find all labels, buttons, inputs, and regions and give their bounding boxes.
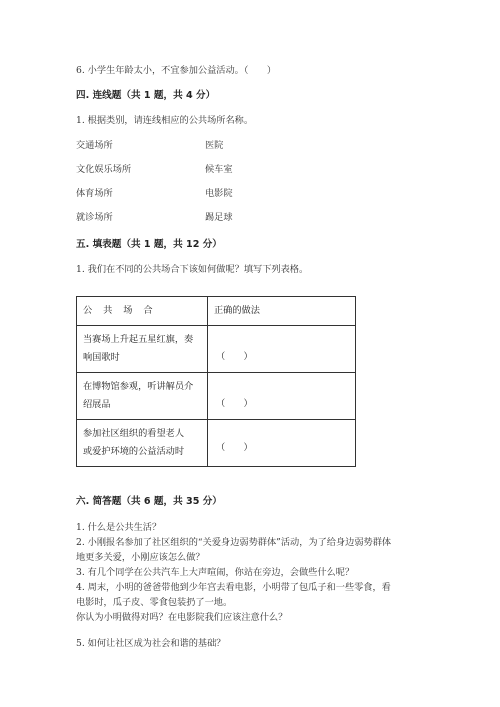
match-right-item: 电影院 <box>205 188 233 199</box>
short-answer-line: 电影时，瓜子皮、零食包装扔了一地。 <box>76 597 233 608</box>
section-4-title: 四. 连线题（共 1 题，共 4 分） <box>76 90 216 101</box>
fill-table <box>76 296 356 467</box>
table-place-cell <box>77 373 208 420</box>
short-answer-line: 1. 什么是公共生活？ <box>76 522 162 533</box>
place-text-line: 参加社区组织的看望老人 <box>83 428 185 439</box>
table-answer-cell: （ ） <box>208 373 356 420</box>
match-left-item: 交通场所 <box>76 140 113 151</box>
table-answer-cell: （ ） <box>208 326 356 373</box>
short-answer-line: 地更多关爱，小刚应该怎么做？ <box>76 552 205 563</box>
match-right-item: 候车室 <box>205 164 233 175</box>
table-row <box>77 420 356 467</box>
match-right-item: 医院 <box>205 140 224 151</box>
match-left-item: 文化娱乐场所 <box>76 164 132 175</box>
match-left-item: 就诊场所 <box>76 212 113 223</box>
place-text-line: 当赛场上升起五星红旗，奏 <box>83 334 194 345</box>
place-text-line: 或爱护环境的公益活动时 <box>83 446 185 457</box>
q4-followup: 你认为小明做得对吗？在电影院我们应该注意什么？ <box>76 612 288 623</box>
short-answer-line: 4. 周末，小明的爸爸带他到少年宫去看电影，小明带了包瓜子和一些零食，看 <box>76 582 391 593</box>
match-left-item: 体育场所 <box>76 188 113 199</box>
place-text-line: 绍展品 <box>83 399 111 410</box>
match-right-item: 踢足球 <box>205 212 233 223</box>
short-answer-line: 2. 小刚报名参加了社区组织的“关爱身边弱势群体”活动，为了给身边弱势群体 <box>76 537 392 548</box>
table-place-cell <box>77 326 208 373</box>
table-header-answer: 正确的做法 <box>208 297 356 326</box>
short-answer-line: 3. 有几个同学在公共汽车上大声喧闹，你站在旁边，会做些什么呢？ <box>76 567 355 578</box>
table-header-row <box>77 297 356 326</box>
table-header-place: 公 共 场 合 <box>77 297 208 326</box>
section-5-title: 五. 填表题（共 1 题，共 12 分） <box>76 239 222 250</box>
place-text-line: 在博物馆参观，听讲解员介 <box>83 381 194 392</box>
question-5: 5. 如何让社区成为社会和谐的基础？ <box>76 638 226 649</box>
table-row <box>77 373 356 420</box>
place-text-line: 响国歌时 <box>83 352 120 363</box>
section-4-instruction: 1. 根据类别，请连线相应的公共场所名称。 <box>76 115 254 126</box>
table-row <box>77 326 356 373</box>
table-answer-cell: （ ） <box>208 420 356 467</box>
section-5-instruction: 1. 我们在不同的公共场合下该如何做呢？填写下列表格。 <box>76 264 309 275</box>
table-place-cell <box>77 420 208 467</box>
section-6-title: 六. 简答题（共 6 题，共 35 分） <box>76 496 222 507</box>
question-6: 6. 小学生年龄太小，不宜参加公益活动。（ ） <box>76 65 277 76</box>
